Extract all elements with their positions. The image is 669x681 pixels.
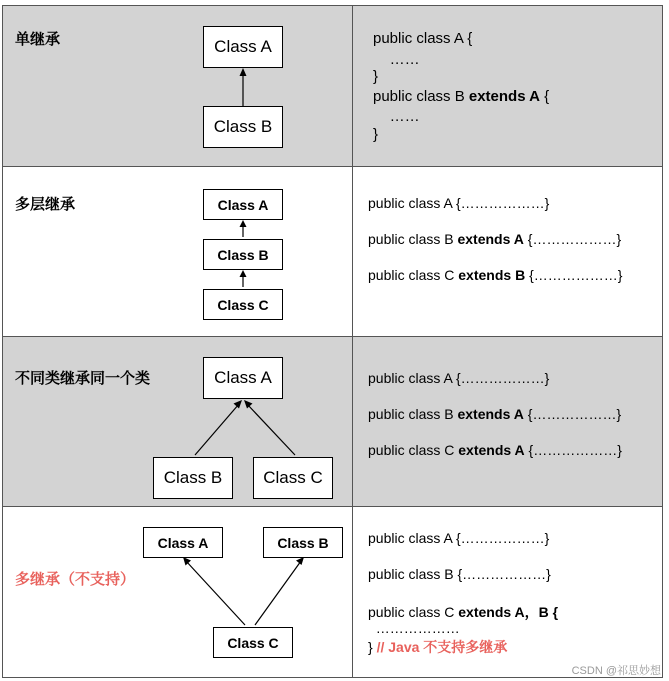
class-b-box: Class B	[203, 106, 283, 148]
class-b-box: Class B	[263, 527, 343, 558]
code-line: public class B {………………}	[368, 566, 551, 582]
code-line: public class C extends A，B {	[368, 604, 559, 620]
arrowhead	[296, 557, 304, 565]
class-a-box: Class A	[143, 527, 223, 558]
arrowhead	[234, 400, 243, 409]
arrow-b-to-a	[195, 404, 239, 455]
row-hierarchical-inheritance	[2, 336, 663, 507]
arrowhead	[244, 400, 253, 409]
code-line: public class B extends A {………………}	[368, 231, 622, 247]
code-line: public class C extends B {………………}	[368, 267, 623, 283]
arrowhead	[240, 270, 247, 277]
code-line: ………………	[368, 620, 460, 636]
class-c-box: Class C	[203, 289, 283, 320]
class-a-box: Class A	[203, 357, 283, 399]
code-pane	[353, 167, 662, 336]
code-pane	[353, 337, 662, 506]
arrows	[3, 167, 352, 338]
arrows	[3, 6, 352, 168]
code-line: ……	[373, 108, 420, 125]
code-line: public class A {………………}	[368, 530, 550, 546]
arrowhead	[240, 220, 247, 227]
code-line: }	[373, 126, 379, 143]
row-multiple-inheritance	[2, 506, 663, 678]
code-pane	[353, 507, 662, 677]
code-line: ……	[373, 51, 420, 68]
watermark: CSDN @祁思妙想	[571, 665, 661, 677]
code-line: public class A {………………}	[368, 370, 550, 386]
code-pane	[353, 6, 662, 166]
arrowhead	[240, 68, 247, 76]
row-title: 单继承	[15, 31, 61, 48]
code-line: public class B extends A {………………}	[368, 406, 622, 422]
class-b-box: Class B	[153, 457, 233, 499]
row-multilevel-inheritance	[2, 166, 663, 337]
code-line: }	[373, 68, 379, 85]
class-c-box: Class C	[213, 627, 293, 658]
row-single-inheritance	[2, 5, 663, 167]
class-a-box: Class A	[203, 189, 283, 220]
code-line: public class C extends A {………………}	[368, 442, 622, 458]
arrowhead	[183, 557, 191, 566]
unsupported-comment: // Java 不支持多继承	[372, 639, 508, 655]
arrow-c-to-b	[255, 561, 301, 625]
class-b-box: Class B	[203, 239, 283, 270]
row-title: 多继承（不支持）	[15, 571, 136, 588]
row-title: 不同类继承同一个类	[15, 370, 151, 387]
code-line: } // Java 不支持多继承	[368, 639, 508, 655]
arrow-c-to-a	[186, 561, 245, 625]
code-line: public class A {	[373, 30, 473, 47]
class-a-box: Class A	[203, 26, 283, 68]
arrow-c-to-a	[247, 404, 295, 455]
inheritance-table	[2, 5, 663, 678]
code-line: public class A {………………}	[368, 195, 550, 211]
code-line: public class B extends A {	[373, 88, 550, 105]
class-c-box: Class C	[253, 457, 333, 499]
row-title: 多层继承	[15, 196, 76, 213]
